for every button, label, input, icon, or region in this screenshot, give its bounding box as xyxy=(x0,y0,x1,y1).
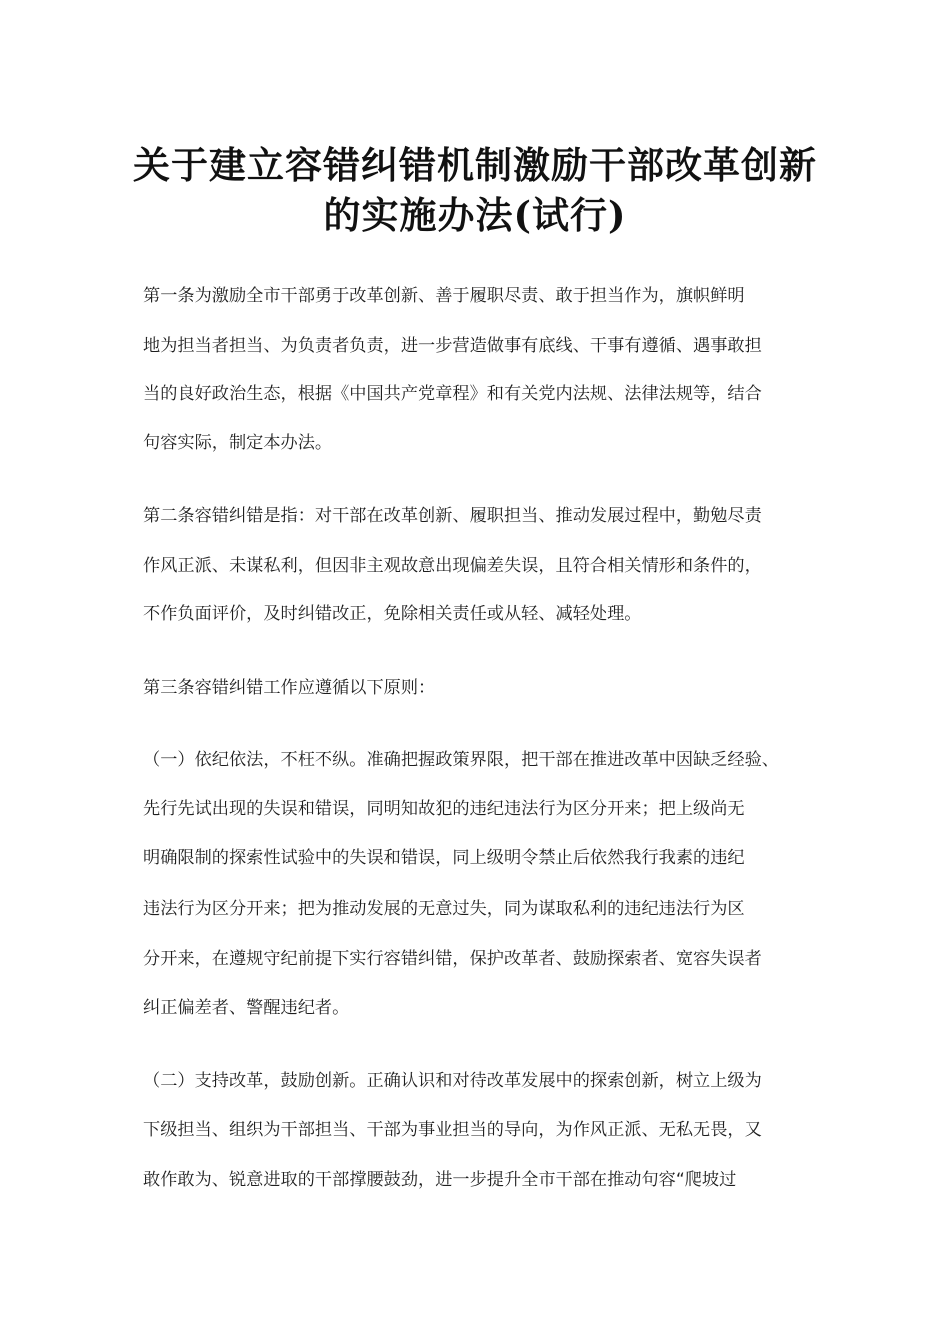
clause-1-line-2: 先行先试出现的失误和错误，同明知故犯的违纪违法行为区分开来；把上级尚无 xyxy=(143,799,745,819)
clause-1-line-3: 明确限制的探索性试验中的失误和错误，同上级明令禁止后依然我行我素的违纪 xyxy=(143,848,745,868)
clause-2-line-1: （二）支持改革，鼓励创新。正确认识和对待改革发展中的探索创新，树立上级为 xyxy=(143,1071,762,1091)
article-1-line-1: 第一条为激励全市干部勇于改革创新、善于履职尽责、敢于担当作为，旗帜鲜明 xyxy=(143,286,745,306)
clause-1-line-6: 纠正偏差者、警醒违纪者。 xyxy=(143,998,350,1018)
article-3-line-1: 第三条容错纠错工作应遵循以下原则： xyxy=(143,678,436,698)
article-1-line-2: 地为担当者担当、为负责者负责，进一步营造做事有底线、干事有遵循、遇事敢担 xyxy=(143,336,762,356)
article-1-line-4: 句容实际，制定本办法。 xyxy=(143,433,333,453)
document-title-line-2: 的实施办法(试行) xyxy=(323,193,627,237)
clause-2-line-2: 下级担当、组织为干部担当、干部为事业担当的导向，为作风正派、无私无畏，又 xyxy=(143,1120,762,1140)
clause-1-line-1: （一）依纪依法，不枉不纵。准确把握政策界限，把干部在推进改革中因缺乏经验、 xyxy=(143,750,779,770)
article-2-line-2: 作风正派、未谋私利，但因非主观故意出现偏差失误，且符合相关情形和条件的， xyxy=(143,556,762,576)
clause-1-line-5: 分开来，在遵规守纪前提下实行容错纠错，保护改革者、鼓励探索者、宽容失误者 xyxy=(143,949,762,969)
article-2-line-1: 第二条容错纠错是指：对干部在改革创新、履职担当、推动发展过程中，勤勉尽责 xyxy=(143,506,762,526)
article-2-line-3: 不作负面评价，及时纠错改正，免除相关责任或从轻、减轻处理。 xyxy=(143,604,642,624)
document-title-line-1: 关于建立容错纠错机制激励干部改革创新 xyxy=(133,143,817,187)
clause-2-line-3: 敢作敢为、锐意进取的干部撑腰鼓劲，进一步提升全市干部在推动句容“爬坡过 xyxy=(143,1170,737,1190)
clause-1-line-4: 违法行为区分开来；把为推动发展的无意过失，同为谋取私利的违纪违法行为区 xyxy=(143,899,745,919)
article-1-line-3: 当的良好政治生态，根据《中国共产党章程》和有关党内法规、法律法规等，结合 xyxy=(143,384,762,404)
